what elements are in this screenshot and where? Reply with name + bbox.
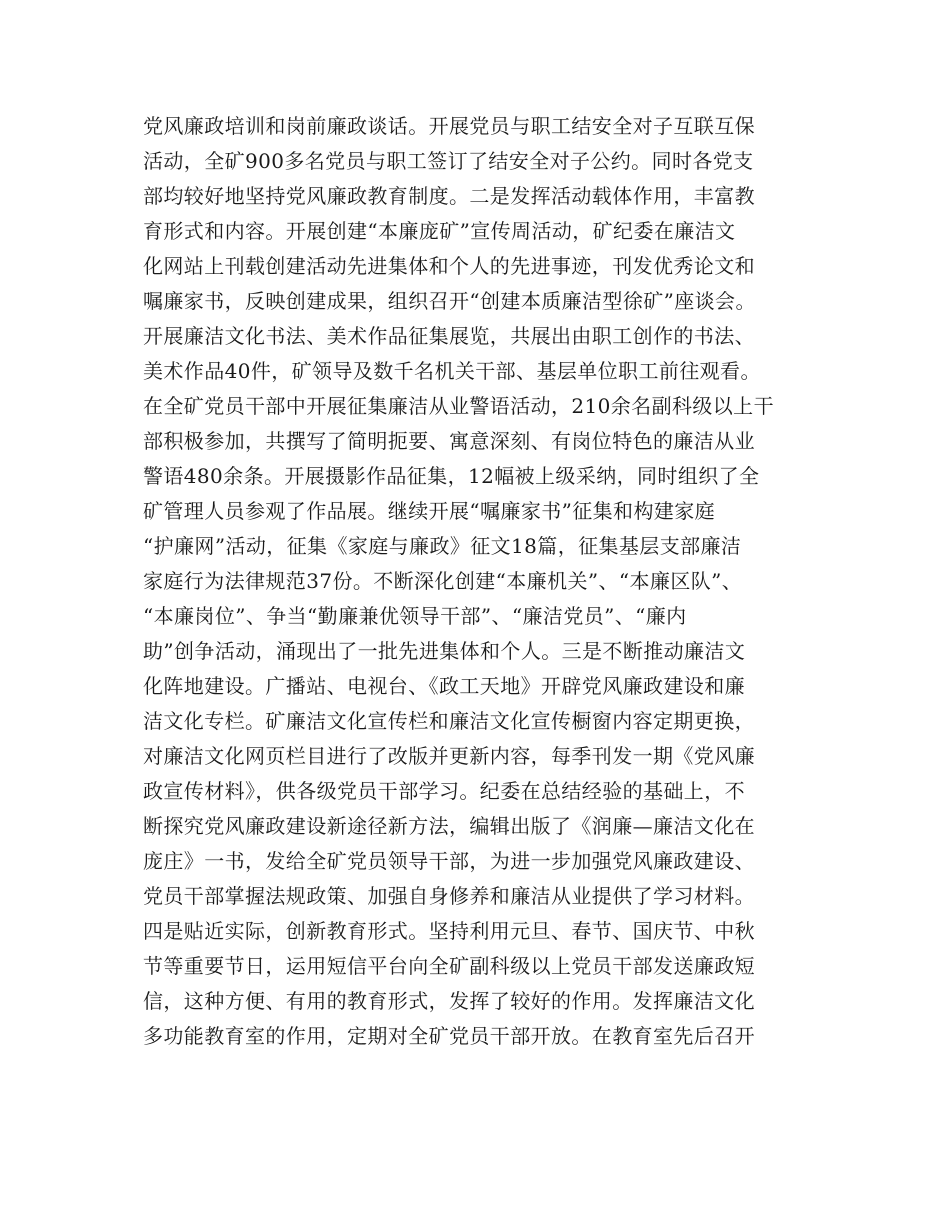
paragraph-line: 育形式和内容。开展创建“本廉庞矿”宣传周活动，矿纪委在廉洁文 (143, 219, 736, 243)
paragraph-line: 多功能教育室的作用，定期对全矿党员干部开放。在教育室先后召开 (143, 1024, 755, 1048)
paragraph-line: 家庭行为法律规范37份。不断深化创建“本廉机关”、“本廉区队”、 (143, 569, 743, 593)
paragraph-line: 化网站上刊载创建活动先进集体和个人的先进事迹，刊发优秀论文和 (143, 254, 755, 278)
paragraph-line: 在全矿党员干部中开展征集廉洁从业警语活动，210余名副科级以上干 (143, 394, 774, 418)
paragraph-line: 美术作品40件，矿领导及数千名机关干部、基层单位职工前往观看。 (143, 359, 761, 383)
paragraph-line: “本廉岗位”、争当“勤廉兼优领导干部”、“廉洁党员”、“廉内 (143, 604, 687, 628)
paragraph-line: 嘱廉家书，反映创建成果，组织召开“创建本质廉洁型徐矿”座谈会。 (143, 289, 756, 313)
paragraph-line: 警语480余条。开展摄影作品征集，12幅被上级采纳，同时组织了全 (143, 464, 760, 488)
paragraph-line: 部积极参加，共撰写了简明扼要、寓意深刻、有岗位特色的廉洁从业 (143, 429, 755, 453)
paragraph-line: 助”创争活动，涌现出了一批先进集体和个人。三是不断推动廉洁文 (143, 639, 746, 663)
paragraph-line: 党风廉政培训和岗前廉政谈话。开展党员与职工结安全对子互联互保 (143, 114, 755, 138)
paragraph-line: 庞庄》一书，发给全矿党员领导干部，为进一步加强党风廉政建设、 (143, 849, 755, 873)
paragraph-line: 四是贴近实际，创新教育形式。坚持利用元旦、春节、国庆节、中秋 (143, 919, 755, 943)
document-body (143, 109, 823, 1054)
paragraph-line: 信，这种方便、有用的教育形式，发挥了较好的作用。发挥廉洁文化 (143, 989, 755, 1013)
paragraph-line: 洁文化专栏。矿廉洁文化宣传栏和廉洁文化宣传橱窗内容定期更换， (143, 709, 755, 733)
paragraph-line: 活动，全矿900多名党员与职工签订了结安全对子公约。同时各党支 (143, 149, 754, 173)
paragraph-line: 矿管理人员参观了作品展。继续开展“嘱廉家书”征集和构建家庭 (143, 499, 716, 523)
paragraph-line: 断探究党风廉政建设新途径新方法，编辑出版了《润廉—廉洁文化在 (143, 814, 755, 838)
paragraph-line: “护廉网”活动，征集《家庭与廉政》征文18篇，征集基层支部廉洁 (143, 534, 742, 558)
paragraph-line: 化阵地建设。广播站、电视台、《政工天地》开辟党风廉政建设和廉 (143, 674, 745, 698)
paragraph-line: 党员干部掌握法规政策、加强自身修养和廉洁从业提供了学习材料。 (143, 884, 755, 908)
paragraph-line: 开展廉洁文化书法、美术作品征集展览，共展出由职工创作的书法、 (143, 324, 755, 348)
paragraph-line: 部均较好地坚持党风廉政教育制度。二是发挥活动载体作用，丰富教 (143, 184, 755, 208)
paragraph-line: 政宣传材料》，供各级党员干部学习。纪委在总结经验的基础上，不 (143, 779, 745, 803)
paragraph-line: 对廉洁文化网页栏目进行了改版并更新内容，每季刊发一期《党风廉 (143, 744, 755, 768)
paragraph-line: 节等重要节日，运用短信平台向全矿副科级以上党员干部发送廉政短 (143, 954, 755, 978)
